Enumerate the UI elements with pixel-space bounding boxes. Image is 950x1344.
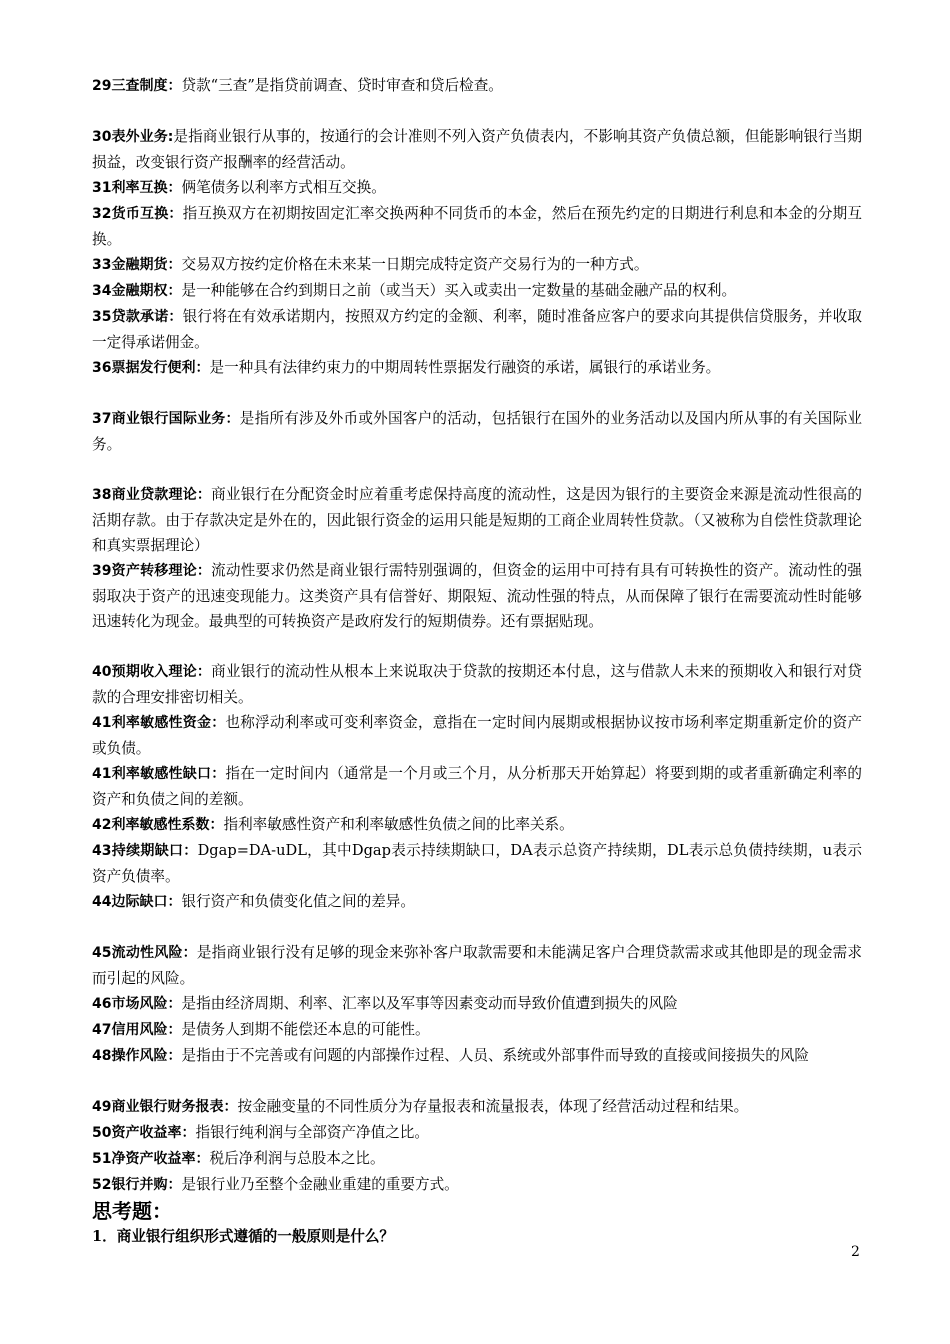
definition-entry	[92, 1172, 862, 1198]
definition-text: 商业银行的流动性从根本上来说取决于贷款的按期还本付息，这与借款人未来的预期收入和银行对贷款的合理安排密切相关。	[92, 663, 863, 706]
term-label: 51净资产收益率：	[92, 1151, 210, 1167]
definition-text: 贷款“三查”是指贷前调查、贷时审查和贷后检查。	[181, 77, 503, 94]
term-label: 33金融期货：	[92, 257, 182, 273]
term-label: 32货币互换：	[92, 206, 183, 222]
definition-entry	[92, 659, 862, 710]
definition-entry	[92, 889, 862, 915]
definition-text: 俩笔债务以利率方式相互交换。	[181, 179, 386, 196]
definition-entry	[92, 710, 862, 761]
definition-text: 是指商业银行没有足够的现金来弥补客户取款需要和未能满足客户合理贷款需求或其他即是的现金需求而引起的风险。	[92, 944, 862, 987]
definition-entry	[92, 761, 862, 812]
question-item: 1．商业银行组织形式遵循的一般原则是什么？	[92, 1228, 395, 1245]
definition-text: Dgap=DA-uDL，其中Dgap表示持续期缺口，DA表示总资产持续期，DL表示总负债持续期，u表示资产负债率。	[92, 842, 862, 885]
definition-entry	[92, 252, 862, 278]
definition-text: 税后净利润与总股本之比。	[209, 1150, 385, 1167]
term-label: 50资产收益率：	[92, 1125, 196, 1141]
definition-list	[92, 73, 862, 1198]
term-label: 40预期收入理论：	[92, 664, 212, 680]
definition-entry	[92, 1120, 862, 1146]
definition-entry	[92, 355, 862, 381]
definition-entry	[92, 1017, 862, 1043]
definition-text: 指银行纯利润与全部资产净值之比。	[195, 1124, 429, 1141]
definition-entry	[92, 175, 862, 201]
definition-text: 按金融变量的不同性质分为存量报表和流量报表，体现了经营活动过程和结果。	[237, 1098, 749, 1115]
blank-line	[92, 99, 862, 124]
definition-text: 也称浮动利率或可变利率资金，意指在一定时间内展期或根据协议按市场利率定期重新定价的资产或负债。	[92, 714, 862, 757]
term-label: 30表外业务:	[92, 129, 174, 145]
definition-entry	[92, 991, 862, 1017]
definition-text: 指利率敏感性资产和利率敏感性负债之间的比率关系。	[223, 816, 574, 833]
definition-text: 是指商业银行从事的，按通行的会计准则不列入资产负债表内，不影响其资产负债总额，但能影响银行当期损益，改变银行资产报酬率的经营活动。	[92, 128, 862, 171]
term-label: 48操作风险：	[92, 1048, 182, 1064]
definition-entry	[92, 1094, 862, 1120]
blank-line	[92, 1069, 862, 1094]
term-label: 31利率互换：	[92, 180, 182, 196]
definition-text: 是指由经济周期、利率、汇率以及军事等因素变动而导致价值遭到损失的风险	[181, 995, 678, 1012]
definition-entry	[92, 304, 862, 355]
term-label: 52银行并购：	[92, 1177, 182, 1193]
term-label: 41利率敏感性缺口：	[92, 766, 226, 782]
definition-text: 是一种能够在合约到期日之前（或当天）买入或卖出一定数量的基础金融产品的权利。	[181, 282, 737, 299]
definition-entry	[92, 278, 862, 304]
definition-text: 银行将在有效承诺期内，按照双方约定的金额、利率，随时准备应客户的要求向其提供信贷服务，并收取一定得承诺佣金。	[92, 308, 863, 351]
term-label: 39资产转移理论：	[92, 563, 212, 579]
definition-text: 是债务人到期不能偿还本息的可能性。	[181, 1021, 430, 1038]
term-label: 35贷款承诺：	[92, 309, 183, 325]
term-label: 36票据发行便利：	[92, 360, 210, 376]
definition-text: 是指所有涉及外币或外国客户的活动，包括银行在国外的业务活动以及国内所从事的有关国际业务。	[92, 410, 862, 453]
term-label: 41利率敏感性资金：	[92, 715, 226, 731]
definition-text: 指互换双方在初期按固定汇率交换两种不同货币的本金，然后在预先约定的日期进行利息和本金的分期互换。	[92, 205, 863, 248]
blank-line	[92, 457, 862, 482]
definition-text: 是银行业乃至整个金融业重建的重要方式。	[181, 1176, 459, 1193]
term-label: 45流动性风险：	[92, 945, 197, 961]
definition-entry	[92, 406, 862, 457]
document-body	[92, 73, 862, 1249]
section-heading: 思考题：	[92, 1199, 172, 1223]
definition-text: 流动性要求仍然是商业银行需特别强调的，但资金的运用中可持有具有可转换性的资产。流动性的强弱取决于资产的迅速变现能力。这类资产具有信誉好、期限短、流动性强的特点，从而保障了银行在需要流动性时能够迅速转化为现金。最典型的可转换资产是政府发行的短期债券。还有票据贴现。	[92, 562, 863, 630]
page-number: 2	[851, 1244, 860, 1260]
term-label: 43持续期缺口：	[92, 843, 198, 859]
definition-text: 商业银行在分配资金时应着重考虑保持高度的流动性，这是因为银行的主要资金来源是流动性很高的活期存款。由于存款决定是外在的，因此银行资金的运用只能是短期的工商企业周转性贷款。（又被称为自偿性贷款理论和真实票据理论）	[92, 486, 863, 554]
definition-entry	[92, 201, 862, 252]
definition-entry	[92, 1043, 862, 1069]
term-label: 38商业贷款理论：	[92, 487, 212, 503]
term-label: 49商业银行财务报表：	[92, 1099, 238, 1115]
definition-entry	[92, 73, 862, 99]
definition-text: 交易双方按约定价格在未来某一日期完成特定资产交易行为的一种方式。	[181, 256, 649, 273]
definition-entry	[92, 812, 862, 838]
term-label: 47信用风险：	[92, 1022, 182, 1038]
blank-line	[92, 381, 862, 406]
blank-line	[92, 915, 862, 940]
term-label: 44边际缺口：	[92, 894, 182, 910]
definition-entry	[92, 1146, 862, 1172]
definition-entry	[92, 838, 862, 889]
term-label: 46市场风险：	[92, 996, 182, 1012]
definition-text: 银行资产和负债变化值之间的差异。	[181, 893, 415, 910]
definition-text: 是指由于不完善或有问题的内部操作过程、人员、系统或外部事件而导致的直接或间接损失的风险	[181, 1047, 810, 1064]
term-label: 29三查制度：	[92, 78, 182, 94]
definition-entry	[92, 940, 862, 991]
term-label: 34金融期权：	[92, 283, 182, 299]
term-label: 42利率敏感性系数：	[92, 817, 224, 833]
definition-entry	[92, 482, 862, 558]
term-label: 37商业银行国际业务：	[92, 411, 240, 427]
blank-line	[92, 634, 862, 659]
definition-entry	[92, 558, 862, 634]
definition-text: 是一种具有法律约束力的中期周转性票据发行融资的承诺，属银行的承诺业务。	[209, 359, 721, 376]
definition-text: 指在一定时间内（通常是一个月或三个月，从分析那天开始算起）将要到期的或者重新确定利率的资产和负债之间的差额。	[92, 765, 862, 808]
definition-entry	[92, 124, 862, 175]
